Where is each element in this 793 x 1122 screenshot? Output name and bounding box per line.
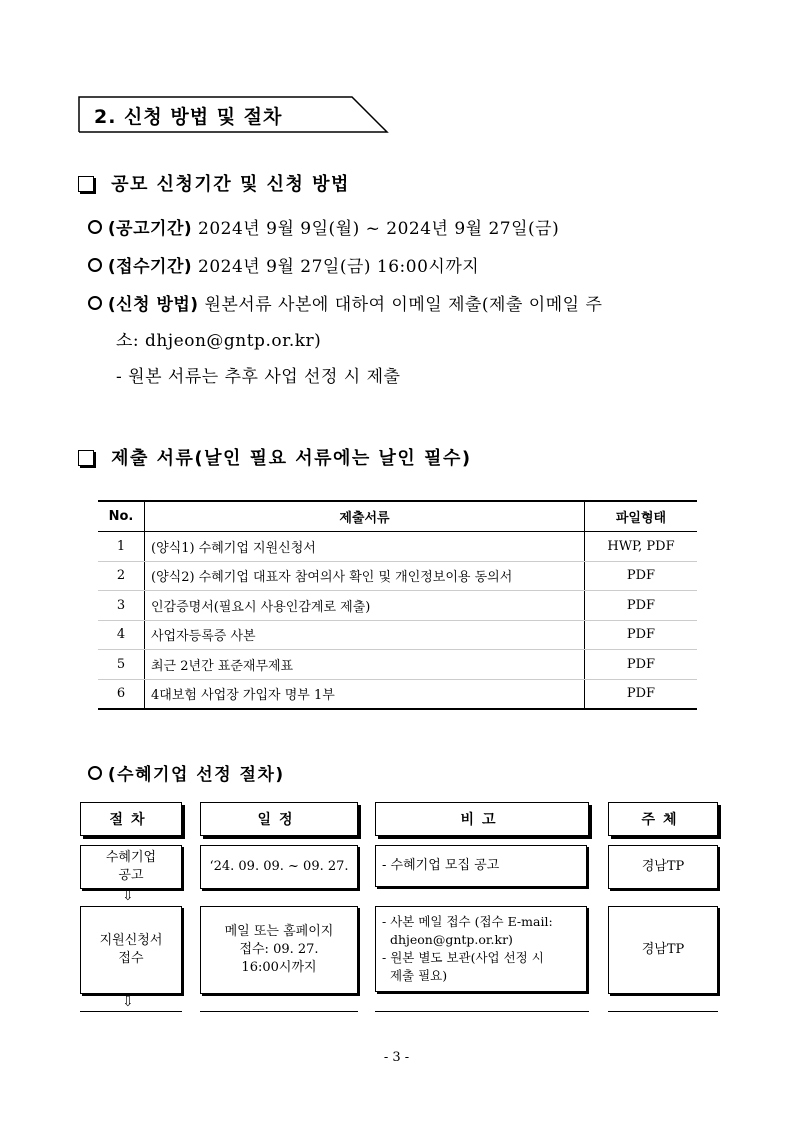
docs-table (98, 500, 697, 710)
table-row (98, 591, 697, 621)
cell-doc: 4대보험 사업장 가입자 명부 1부 (145, 679, 585, 709)
docs-heading-row (78, 444, 472, 470)
period-item-text: 2024년 9월 27일(금) 16:00시까지 (192, 257, 480, 277)
cell-no: 6 (116, 686, 126, 702)
docs-heading: 제출 서류(날인 필요 서류에는 날인 필수) (111, 448, 472, 469)
cell-doc: 최근 2년간 표준재무제표 (145, 650, 585, 680)
period-item-2 (88, 252, 479, 277)
cell-type: PDF (585, 561, 698, 591)
divider (80, 1011, 182, 1012)
cell-type: PDF (585, 679, 698, 709)
circle-bullet-icon (88, 296, 102, 310)
step-1-schedule: ‘24. 09. 09. ~ 09. 27. (200, 845, 358, 889)
process-col-note: 비고 (375, 802, 589, 836)
period-note: - 원본 서류는 추후 사업 선정 시 제출 (116, 367, 401, 387)
period-item-text: 2024년 9월 9일(월) ~ 2024년 9월 27일(금) (192, 219, 560, 239)
square-bullet-icon (78, 176, 94, 192)
period-item-1 (88, 214, 559, 239)
divider (608, 1011, 718, 1012)
section-title: 2. 신청 방법 및 절차 (94, 106, 283, 128)
cell-type: PDF (585, 620, 698, 650)
cell-no: 2 (98, 561, 145, 591)
col-type: 파일형태 (585, 501, 698, 532)
period-heading: 공모 신청기간 및 신청 방법 (111, 174, 350, 195)
col-no: No. (98, 501, 145, 532)
period-continuation: 소: dhjeon@gntp.or.kr) (116, 331, 322, 351)
period-item-text: 원본서류 사본에 대하여 이메일 제출(제출 이메일 주 (198, 295, 603, 315)
step-2-box: 지원신청서 접수 (80, 906, 182, 994)
table-row (98, 561, 697, 591)
step-1-owner: 경남TP (608, 845, 718, 889)
cell-no: 1 (98, 532, 145, 562)
square-bullet-icon (78, 450, 94, 466)
step-1-box: 수혜기업 공고 (80, 845, 182, 889)
docs-table-header (98, 501, 697, 532)
cell-doc: (양식2) 수혜기업 대표자 참여의사 확인 및 개인정보이용 동의서 (145, 561, 585, 591)
circle-bullet-icon (88, 220, 102, 234)
circle-bullet-icon (88, 766, 102, 780)
col-doc: 제출서류 (145, 501, 585, 532)
down-arrow-icon: ⇩ (122, 888, 134, 904)
period-item-label: (접수기간) (107, 257, 193, 277)
table-row (98, 532, 697, 562)
step-2-schedule: 메일 또는 홈페이지 접수: 09. 27. 16:00시까지 (200, 906, 358, 994)
process-col-owner: 주체 (608, 802, 718, 836)
table-row (98, 679, 697, 709)
cell-doc: (양식1) 수혜기업 지원신청서 (145, 532, 585, 562)
process-heading-row (88, 760, 285, 785)
step-1-note: - 수혜기업 모집 공고 (375, 845, 587, 887)
process-col-step: 절차 (80, 802, 182, 836)
process-col-schedule: 일정 (200, 802, 358, 836)
table-row (98, 650, 697, 680)
process-heading: (수혜기업 선정 절차) (107, 765, 285, 785)
period-item-label: (공고기간) (107, 219, 193, 239)
cell-no: 3 (98, 591, 145, 621)
cell-doc: 인감증명서(필요시 사용인감계로 제출) (145, 591, 585, 621)
divider (375, 1011, 589, 1012)
page-number: - 3 - (383, 1050, 410, 1065)
divider (200, 1011, 358, 1012)
step-2-owner: 경남TP (608, 906, 718, 994)
cell-type: PDF (585, 650, 698, 680)
cell-doc: 사업자등록증 사본 (145, 620, 585, 650)
step-2-note: - 사본 메일 접수 (접수 E-mail: dhjeon@gntp.or.kr) - 원본 별도 보관(사업 선정 시 제출 필요) (375, 906, 587, 992)
cell-no: 4 (98, 620, 145, 650)
period-item-label: (신청 방법) (107, 295, 199, 315)
table-row (98, 620, 697, 650)
cell-type: PDF (585, 591, 698, 621)
down-arrow-icon: ⇩ (122, 994, 134, 1010)
circle-bullet-icon (88, 258, 102, 272)
cell-no: 5 (98, 650, 145, 680)
period-heading-row (78, 170, 350, 196)
section-header-box (78, 96, 388, 132)
period-item-3 (88, 290, 602, 315)
cell-type: HWP, PDF (585, 532, 698, 562)
